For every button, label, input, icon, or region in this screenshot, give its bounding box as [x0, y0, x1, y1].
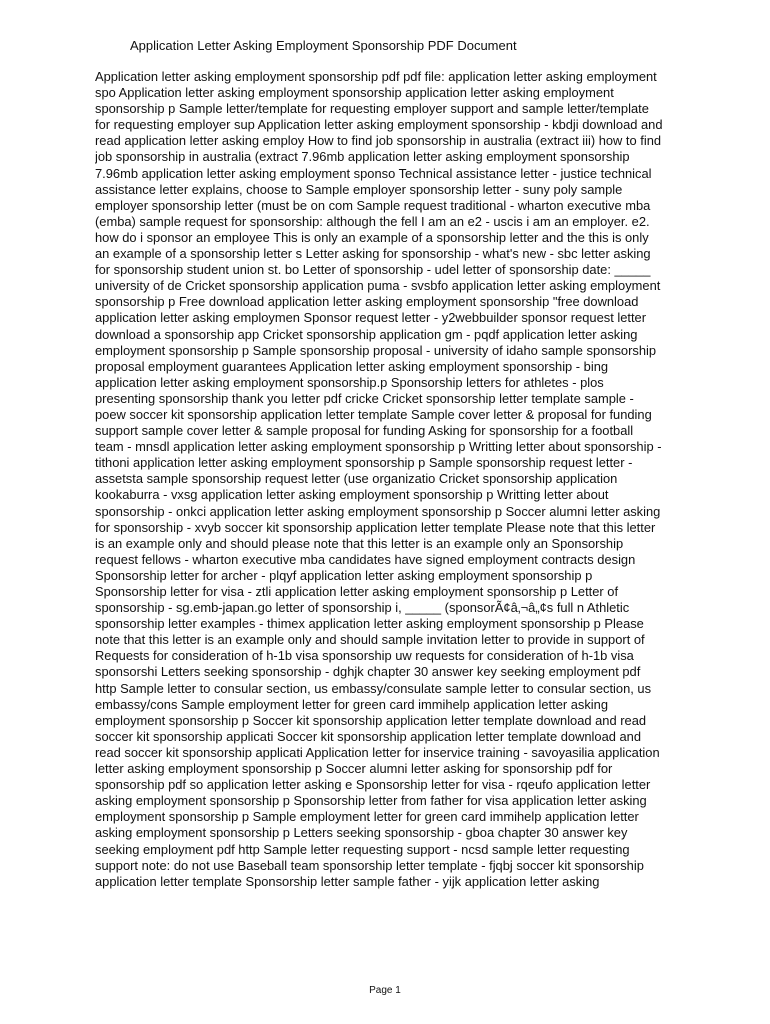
- body-text-line: university of de Cricket sponsorship application puma - svsbfo application letter asking employment: [95, 278, 661, 294]
- body-text-line: application letter template Sponsorship letter sample father - yijk application letter asking: [95, 873, 600, 889]
- body-text-line: employment sponsorship p Soccer kit sponsorship application letter template download and read: [95, 712, 647, 728]
- body-text-line: (emba) sample request for sponsorship: although the fell I am an e2 - uscis i am an employer. e2.: [95, 213, 650, 229]
- body-text-line: how do i sponsor an employee This is only an example of a sponsorship letter and the this is only: [95, 229, 649, 245]
- body-text-line: tithoni application letter asking employment sponsorship p Sample sponsorship request letter -: [95, 455, 633, 471]
- body-text-line: read soccer kit sponsorship applicati Application letter for inservice training - savoyasilia application: [95, 744, 660, 760]
- body-text-line: assistance letter explains, choose to Sample employer sponsorship letter - suny poly sample: [95, 181, 623, 197]
- body-text-line: sponsorship pdf so application letter asking e Sponsorship letter for visa - rqeufo application letter: [95, 777, 651, 793]
- body-text-line: sponsorship p Sample letter/template for requesting employer support and sample letter/template: [95, 101, 649, 117]
- body-text-line: Sponsorship letter for archer - plqyf application letter asking employment sponsorship p: [95, 567, 593, 583]
- body-text-line: embassy/cons Sample employment letter for green card immihelp application letter asking: [95, 696, 609, 712]
- body-text-line: note that this letter is an example only and should sample invitation letter to provide in support of: [95, 632, 645, 648]
- body-text-line: assetsta sample sponsorship request letter (use organizatio Cricket sponsorship application: [95, 471, 618, 487]
- body-text-line: proposal employment guarantees Application letter asking employment sponsorship - bing: [95, 358, 609, 374]
- page-number: Page 1: [369, 985, 401, 996]
- body-text-line: sponsorship - sg.emb-japan.go letter of sponsorship i, _____ (sponsorÃ¢â‚¬â„¢s full n Athletic: [95, 600, 630, 616]
- body-text-line: sponsorship letter examples - thimex application letter asking employment sponsorship p Please: [95, 616, 644, 632]
- body-text-line: http Sample letter to consular section, us embassy/consulate sample letter to consular section, us: [95, 680, 652, 696]
- body-text-line: sponsorship p Free download application letter asking employment sponsorship "free download: [95, 294, 639, 310]
- body-text-line: application letter asking employmen Sponsor request letter - y2webbuilder sponsor request letter: [95, 310, 647, 326]
- body-text-line: Application letter asking employment sponsorship pdf pdf file: application letter asking employment: [95, 69, 657, 84]
- body-text-line: kookaburra - vxsg application letter asking employment sponsorship p Writting letter about: [95, 487, 609, 503]
- body-text-line: download a sponsorship app Cricket sponsorship application gm - pqdf application letter asking: [95, 326, 638, 342]
- body-text-line: poew soccer kit sponsorship application letter template Sample cover letter & proposal for funding: [95, 406, 652, 422]
- body-text-line: sponsorshi Letters seeking sponsorship - dghjk chapter 30 answer key seeking employment pdf: [95, 664, 641, 680]
- body-text-line: asking employment sponsorship p Sponsorship letter from father for visa application letter asking: [95, 793, 647, 809]
- body-text-line: application letter asking employment sponsorship.p Sponsorship letters for athletes - plos: [95, 374, 604, 390]
- body-text-line: team - mnsdl application letter asking employment sponsorship p Writting letter about sponsorship -: [95, 439, 662, 455]
- body-text-line: for requesting employer sup Application letter asking employment sponsorship - kbdji download and: [95, 117, 663, 133]
- body-text-line: support sample cover letter & sample proposal for funding Asking for sponsorship for a football: [95, 423, 634, 439]
- body-text-line: presenting sponsorship thank you letter pdf cricke Cricket sponsorship letter template sample -: [95, 390, 634, 406]
- document-title: Application Letter Asking Employment Sponsorship PDF Document: [130, 38, 517, 53]
- body-text-line: for sponsorship - xvyb soccer kit sponsorship application letter template Please note that this letter: [95, 519, 656, 535]
- body-text-line: support note: do not use Baseball team sponsorship letter template - fjqbj soccer kit sponsorship: [95, 857, 644, 873]
- body-text-line: 7.96mb application letter asking employment sponso Technical assistance letter - justice technical: [95, 165, 652, 181]
- body-text-line: an example of a sponsorship letter s Letter asking for sponsorship - what's new - sbc letter asking: [95, 246, 651, 262]
- body-text-line: soccer kit sponsorship applicati Soccer kit sponsorship application letter template download and: [95, 728, 642, 744]
- body-text-line: for sponsorship student union st. bo Letter of sponsorship - udel letter of sponsorship date: _____: [95, 262, 651, 278]
- body-text-line: is an example only and should please note that this letter is an example only an Sponsorship: [95, 535, 624, 551]
- body-text-line: employer sponsorship letter (must be on com Sample request traditional - wharton executive mba: [95, 197, 651, 213]
- body-text-line: sponsorship - onkci application letter asking employment sponsorship p Soccer alumni letter asking: [95, 503, 661, 519]
- body-text-line: employment sponsorship p Sample sponsorship proposal - university of idaho sample sponsorship: [95, 342, 657, 358]
- document-body: [95, 69, 735, 890]
- body-text-line: read application letter asking employ How to find job sponsorship in australia (extract iii) how to find: [95, 133, 662, 149]
- body-text-line: asking employment sponsorship p Letters seeking sponsorship - gboa chapter 30 answer key: [95, 825, 628, 841]
- body-text-line: Requests for consideration of h-1b visa sponsorship uw requests for consideration of h-1b visa: [95, 648, 634, 664]
- body-text-line: employment sponsorship p Sample employment letter for green card immihelp application letter: [95, 809, 639, 825]
- body-text-line: seeking employment pdf http Sample letter requesting support - ncsd sample letter requesting: [95, 841, 630, 857]
- body-text-line: letter asking employment sponsorship p Soccer alumni letter asking for sponsorship pdf for: [95, 761, 613, 777]
- body-text-line: job sponsorship in australia (extract 7.96mb application letter asking employment sponsorship: [95, 149, 630, 165]
- body-text-line: request fellows - wharton executive mba candidates have signed employment contracts design: [95, 551, 636, 567]
- body-text-line: Sponsorship letter for visa - ztli application letter asking employment sponsorship p Letter of: [95, 584, 619, 599]
- body-text-line: spo Application letter asking employment sponsorship application letter asking employment: [95, 85, 614, 101]
